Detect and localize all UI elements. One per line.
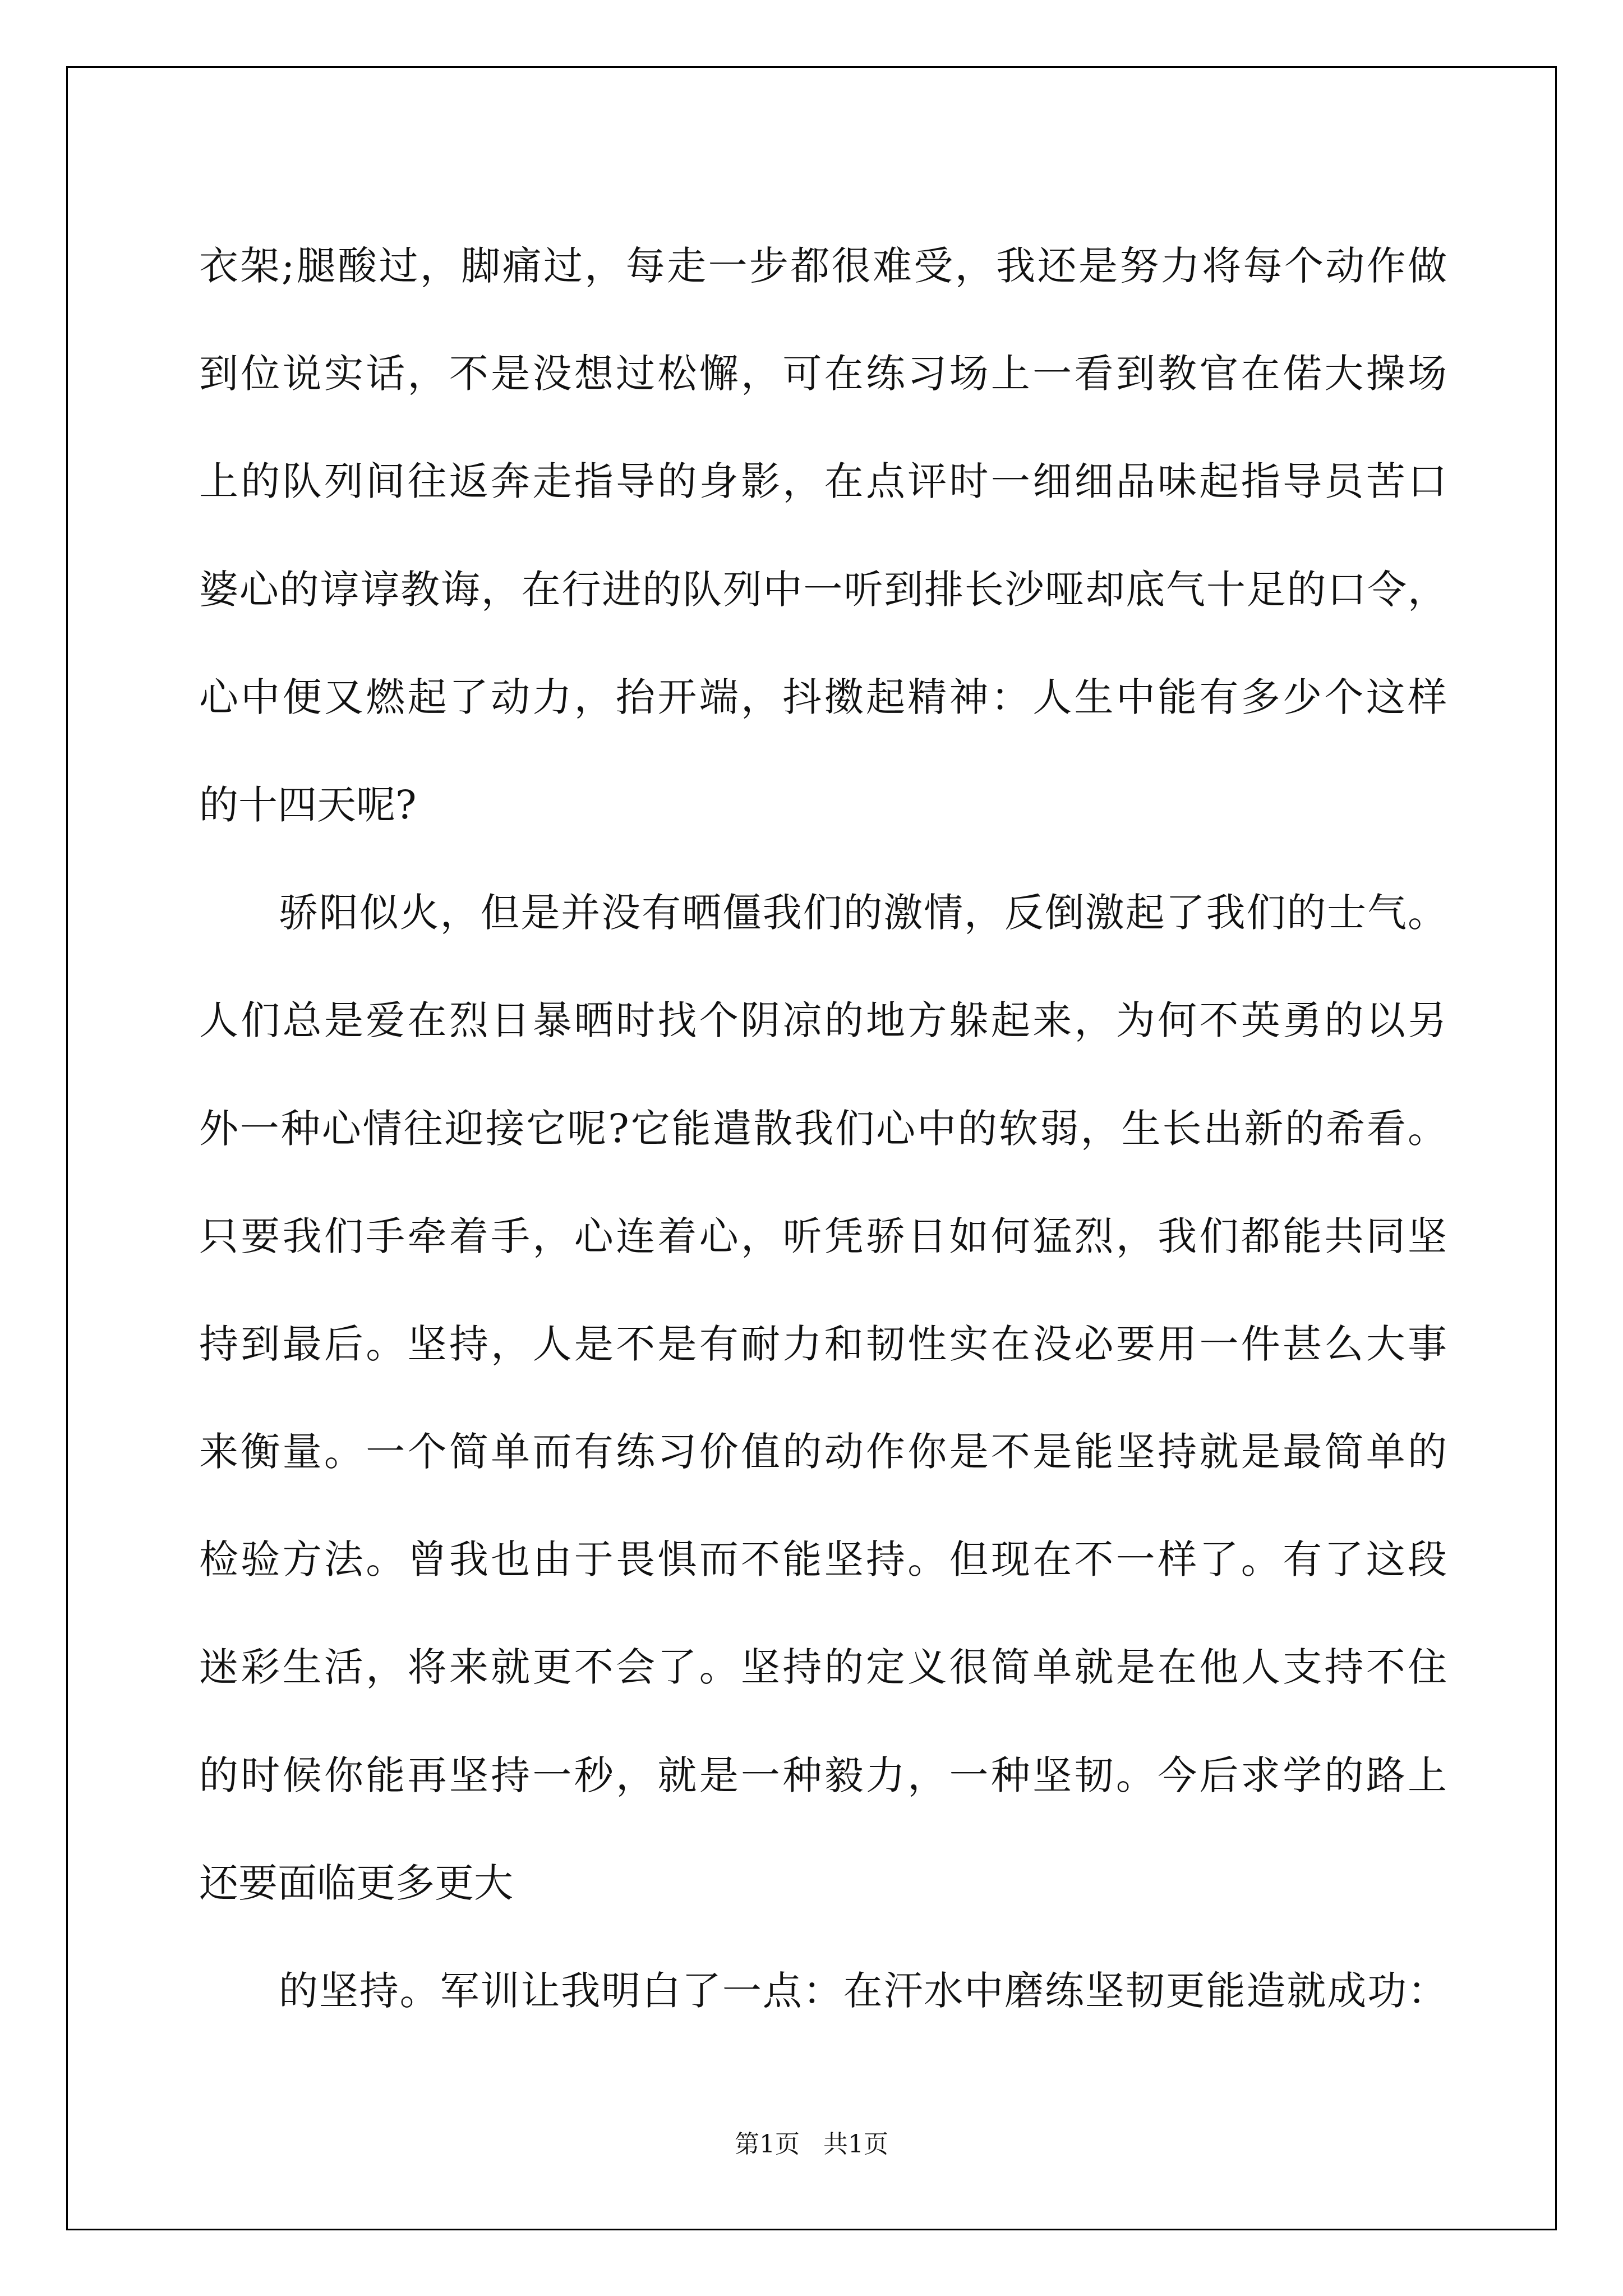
text-line: 婆心的谆谆教诲，在行进的队列中一听到排长沙哑却底气十足的口令，: [199, 566, 1447, 613]
text-line: 持到最后。坚持，人是不是有耐力和韧性实在没必要用一件甚么大事: [199, 1320, 1447, 1367]
text-line: 外一种心情往迎接它呢?它能遣散我们心中的软弱，生长出新的希看。: [199, 1105, 1447, 1152]
text-line: 来衡量。一个简单而有练习价值的动作你是不是能坚持就是最简单的: [199, 1429, 1447, 1475]
text-line: 的坚持。军训让我明白了一点：在汗水中磨练坚韧更能造就成功：: [279, 1968, 1447, 2014]
text-line: 心中便又燃起了动力，抬开端，抖擞起精神：人生中能有多少个这样: [199, 674, 1447, 720]
text-line: 的时候你能再坚持一秒，就是一种毅力，一种坚韧。今后求学的路上: [199, 1752, 1447, 1798]
page-number-footer: 第1页 共1页: [735, 2130, 888, 2159]
text-line: 还要面临更多更大: [199, 1860, 513, 1906]
text-line: 迷彩生活，将来就更不会了。坚持的定义很简单就是在他人支持不住: [199, 1644, 1447, 1691]
text-line: 人们总是爱在烈日暴晒时找个阴凉的地方躲起来，为何不英勇的以另: [199, 997, 1447, 1044]
text-line: 的十四天呢?: [199, 781, 417, 828]
text-line: 上的队列间往返奔走指导的身影，在点评时一细细品味起指导员苦口: [199, 458, 1447, 505]
text-line: 到位说实话，不是没想过松懈，可在练习场上一看到教官在偌大操场: [199, 351, 1447, 397]
text-line: 骄阳似火，但是并没有晒僵我们的激情，反倒激起了我们的士气。: [279, 890, 1447, 936]
text-line: 检验方法。曾我也由于畏惧而不能坚持。但现在不一样了。有了这段: [199, 1536, 1447, 1583]
text-line: 只要我们手牵着手，心连着心，听凭骄日如何猛烈，我们都能共同坚: [199, 1213, 1447, 1259]
document-body: [199, 212, 1447, 2045]
text-line: 衣架;腿酸过，脚痛过，每走一步都很难受，我还是努力将每个动作做: [199, 243, 1447, 289]
